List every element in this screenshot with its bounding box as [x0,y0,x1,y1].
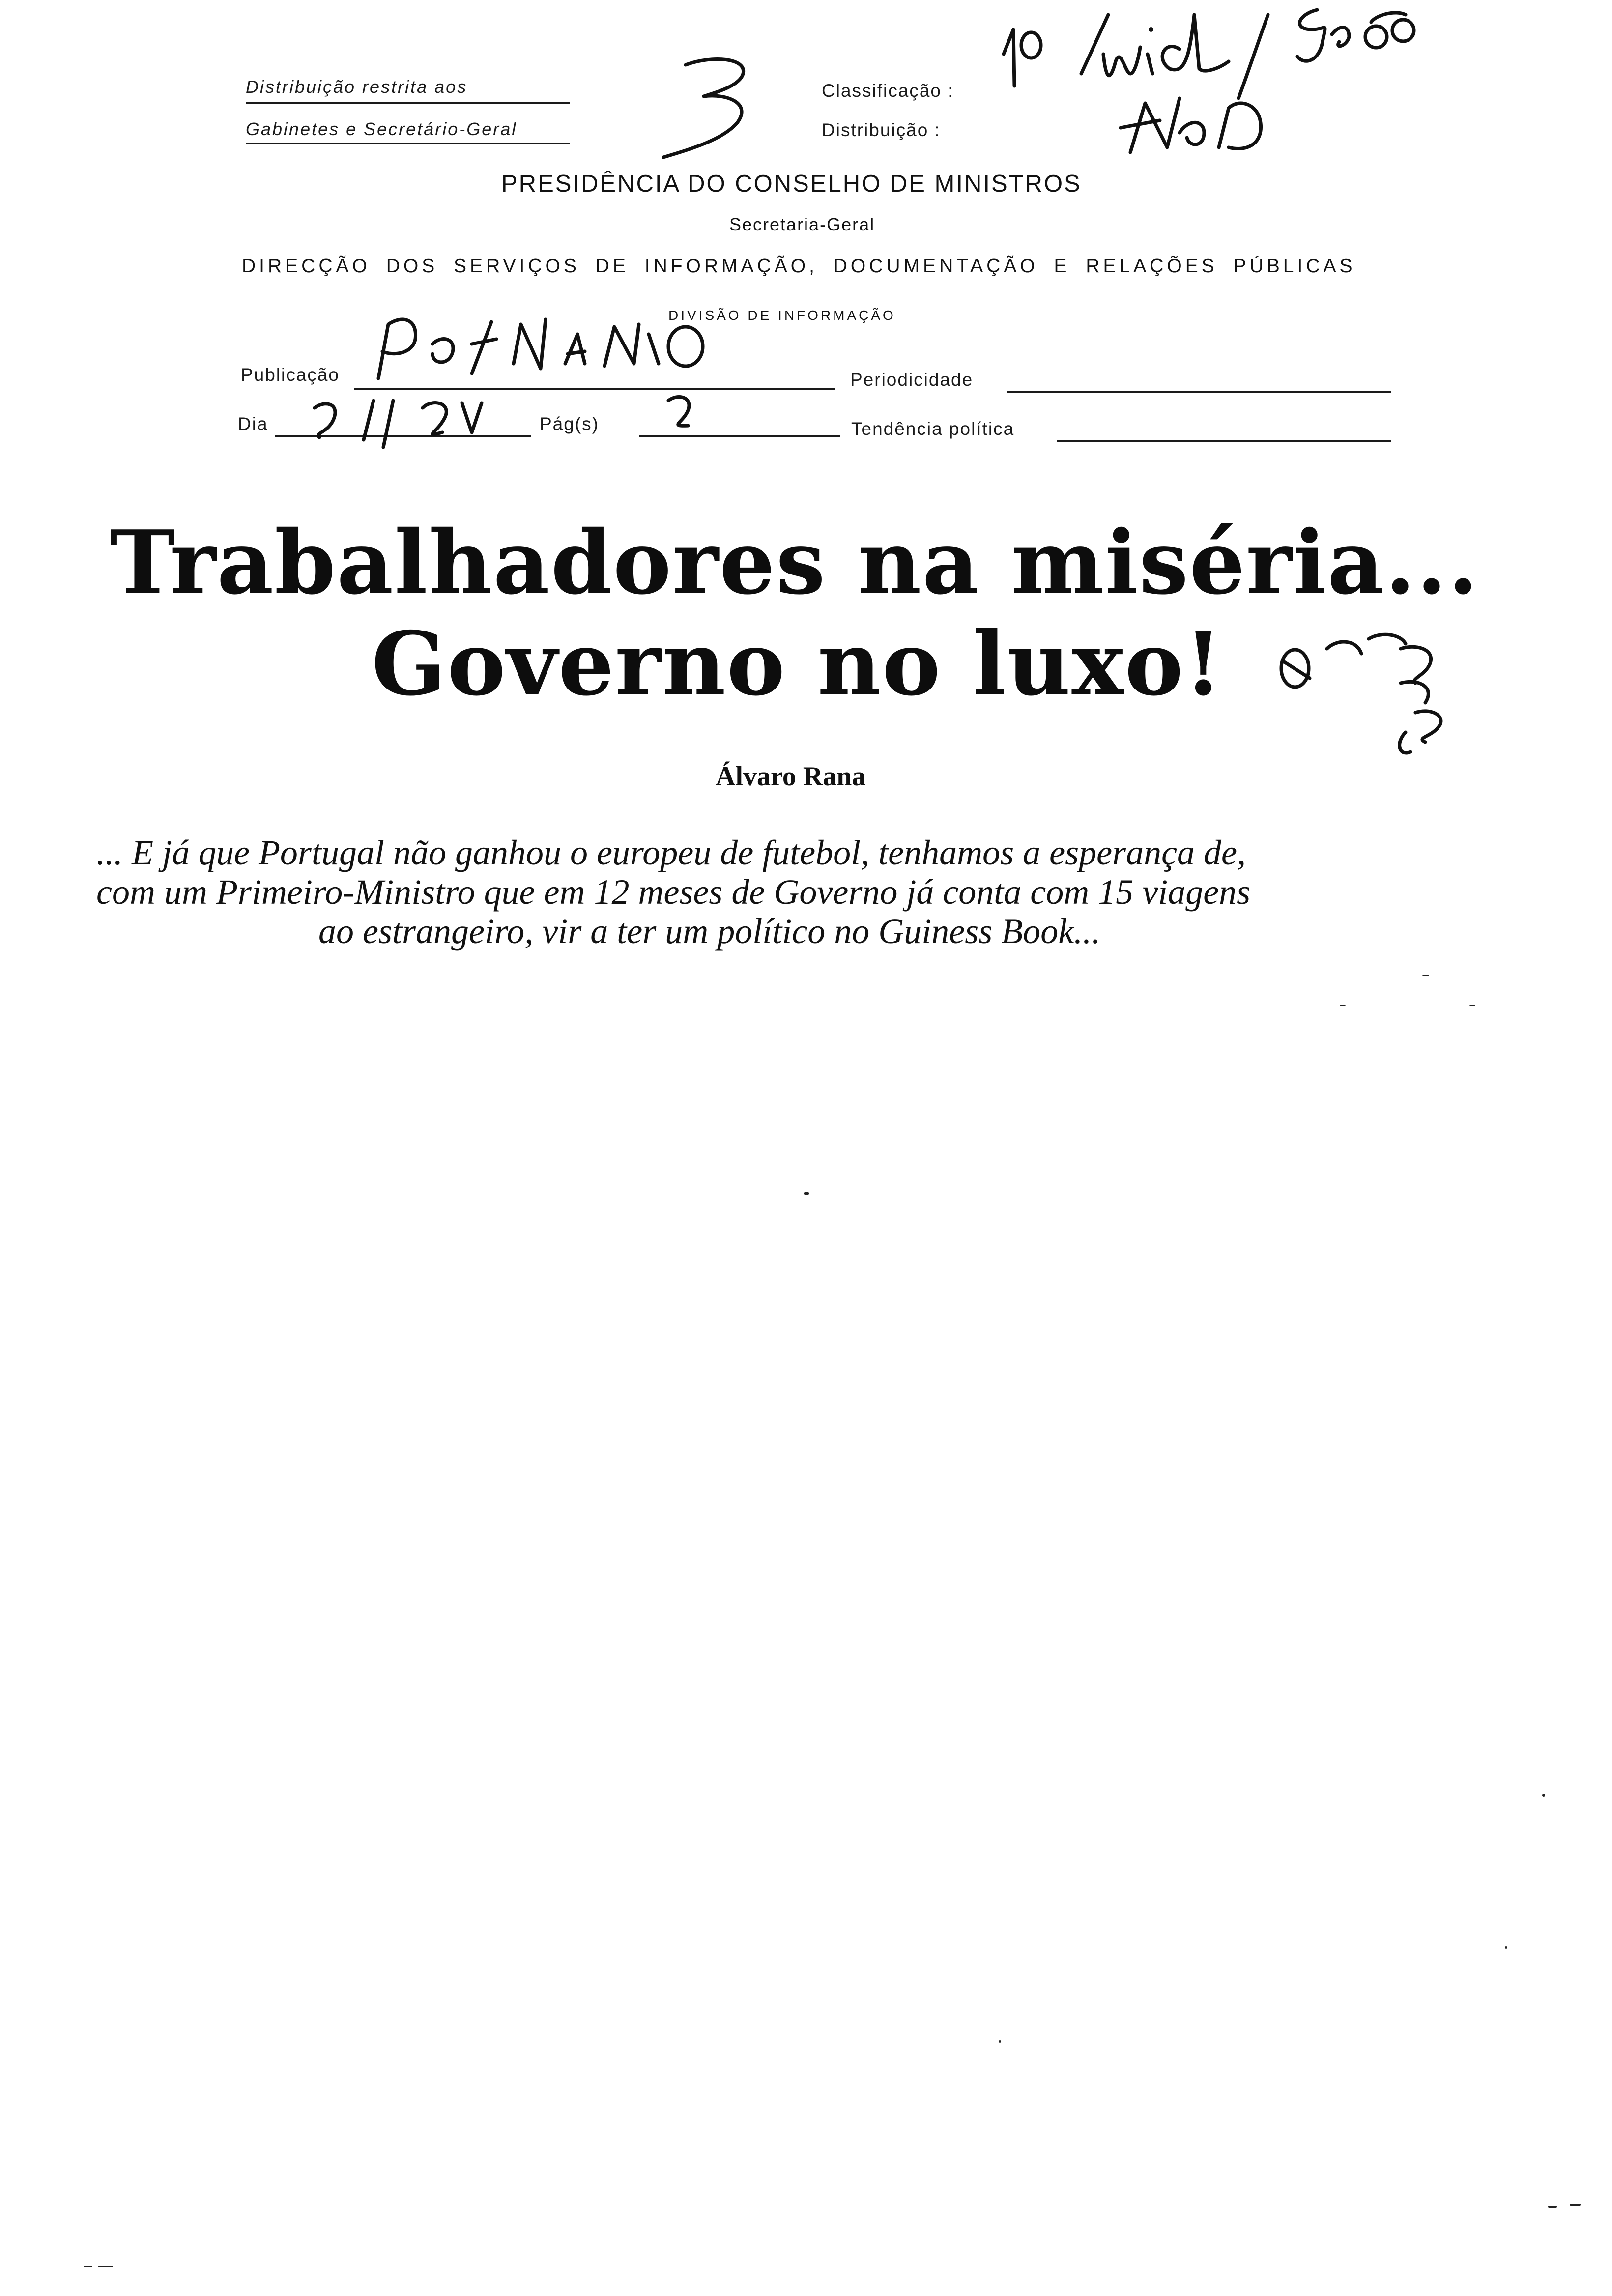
agency-name: PRESIDÊNCIA DO CONSELHO DE MINISTROS [501,171,1082,197]
scan-speck [98,2266,113,2267]
handwritten-distribution-note [1121,98,1261,152]
tendencia-label: Tendência política [851,419,1015,439]
publicacao-label: Publicação [241,365,340,385]
pags-label: Pág(s) [540,414,599,434]
restricted-distribution-line2: Gabinetes e Secretário-Geral [246,119,518,139]
byline-author: Álvaro Rana [716,761,866,792]
classificacao-label: Classificação : [822,81,954,101]
scan-speck [1542,1794,1545,1797]
handwritten-publication-value [378,319,703,378]
divisao-informacao: DIVISÃO DE INFORMAÇÃO [668,308,896,323]
scan-speck [1422,975,1429,976]
headline-line2: Governo no luxo! [372,612,1224,715]
periodicidade-label: Periodicidade [850,370,974,390]
secretaria-geral: Secretaria-Geral [729,214,875,234]
lead-paragraph-line2: com um Primeiro-Ministro que em 12 meses de Governo já conta com 15 viagens [96,872,1251,912]
direccao-servicos: DIRECÇÃO DOS SERVIÇOS DE INFORMAÇÃO, DOCUMENTAÇÃO E RELAÇÕES PÚBLICAS [242,256,1356,277]
handwritten-classification-note [1004,10,1414,98]
lead-paragraph-line3: ao estrangeiro, vir a ter um político no Guiness Book... [318,912,1101,951]
scan-speck [84,2266,92,2267]
scan-speck [1570,2204,1581,2206]
scan-speck [804,1192,809,1195]
handwritten-pages-value [668,397,689,426]
scan-speck [1505,1946,1507,1949]
scan-speck [1469,1004,1475,1006]
scan-speck [1548,2206,1557,2208]
article [0,482,1612,1022]
lead-paragraph-line1: ... E já que Portugal não ganhou o europeu de futebol, tenhamos a esperança de, [96,833,1246,872]
restricted-distribution-line1: Distribuição restrita aos [246,77,468,97]
scan-speck [1340,1004,1346,1006]
dia-label: Dia [238,414,268,434]
distribuicao-label: Distribuição : [822,120,941,140]
headline-line1: Trabalhadores na miséria... [110,511,1479,614]
scan-speck [999,2040,1001,2043]
handwritten-day-value [315,401,482,447]
handwritten-number-mark [663,59,744,157]
